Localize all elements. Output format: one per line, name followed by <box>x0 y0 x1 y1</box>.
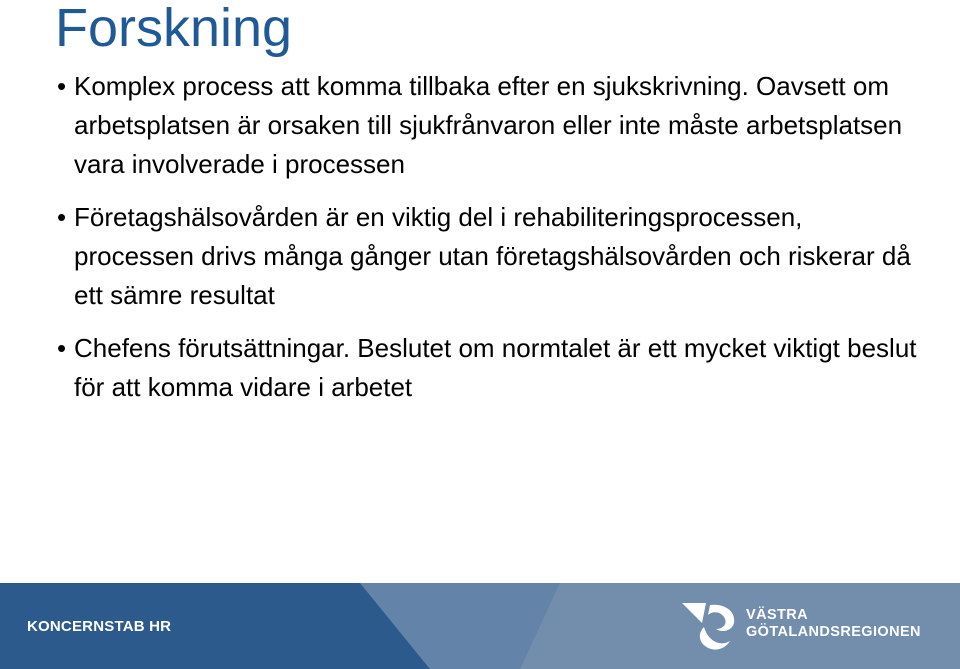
bullet-text: Företagshälsovården är en viktig del i rehabiliteringsprocessen, processen drivs många gånger utan företagshälsovården och riskerar då ett sämre resultat <box>74 202 911 310</box>
bullet-text: Komplex process att komma tillbaka efter en sjukskrivning. Oavsett om arbetsplatsen är orsaken till sjukfrånvaron eller inte måste arbetsplatsen vara involverade i processen <box>74 71 903 179</box>
bullet-marker: • <box>57 71 67 101</box>
bullet-list <box>57 67 917 421</box>
logo-line-2: GÖTALANDSREGIONEN <box>746 624 921 640</box>
logo-wordmark <box>746 607 921 641</box>
logo-line-1: VÄSTRA <box>746 607 809 623</box>
slide-title: Forskning <box>55 0 293 58</box>
organization-logo <box>680 597 950 661</box>
footer-label: KONCERNSTAB HR <box>27 618 172 635</box>
bullet-marker: • <box>57 333 67 363</box>
footer-band <box>0 583 960 669</box>
vgr-logo-icon <box>680 597 744 661</box>
bullet-text: Chefens förutsättningar. Beslutet om normtalet är ett mycket viktigt beslut för att komma vidare i arbetet <box>74 333 917 402</box>
bullet-item <box>57 329 917 407</box>
bullet-item <box>57 67 917 184</box>
bullet-marker: • <box>57 202 67 232</box>
bullet-item <box>57 198 917 315</box>
